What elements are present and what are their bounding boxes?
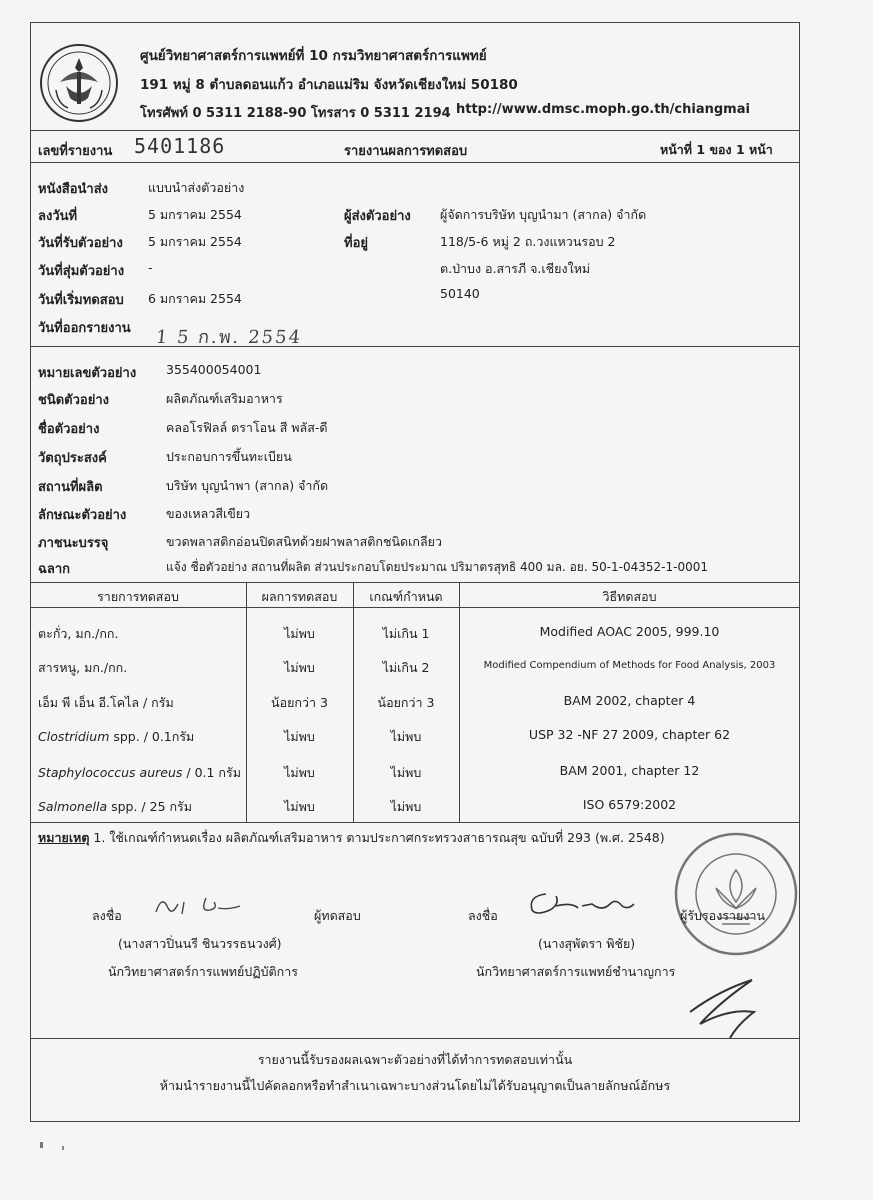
row-criteria: ไม่พบ (390, 799, 422, 814)
right-sign-label: ลงชื่อ (468, 908, 498, 923)
maker-value: บริษัท บุญนำพา (สากล) จำกัด (166, 478, 329, 493)
row-result: ไม่พบ (284, 765, 315, 780)
right-signer-position: นักวิทยาศาสตร์การแพทย์ชำนาญการ (476, 964, 676, 979)
row-item-unit: spp. / 0.1กรัม (109, 729, 195, 744)
row-criteria: ไม่เกิน 2 (382, 660, 430, 675)
divider-sample (30, 582, 800, 583)
row-criteria: ไม่พบ (390, 729, 422, 744)
table-header-method: วิธีทดสอบ (602, 589, 657, 604)
dmsc-emblem-icon (38, 42, 120, 124)
page-info: หน้าที่ 1 ของ 1 หน้า (660, 142, 773, 157)
divider-report-number (30, 162, 800, 163)
org-name: ศูนย์วิทยาศาสตร์การแพทย์ที่ 10 กรมวิทยาศาสตร์การแพทย์ (140, 48, 487, 64)
row-item-unit: spp. / 25 กรัม (107, 799, 193, 814)
row-item-unit: / 0.1 กรัม (182, 765, 241, 780)
sample-type-value: ผลิตภัณฑ์เสริมอาหาร (166, 391, 283, 406)
table-header-criteria: เกณฑ์กำหนด (369, 589, 443, 604)
company-stamp-icon (672, 830, 800, 958)
row-result: ไม่พบ (284, 799, 315, 814)
table-header-item: รายการทดสอบ (97, 589, 179, 604)
label-value: แจ้ง ชื่อตัวอย่าง สถานที่ผลิต ส่วนประกอบโดยประมาณ ปริมาตรสุทธิ 400 มล. อย. 50-1-04352-1-0001 (166, 560, 709, 574)
sample-type-label: ชนิดตัวอย่าง (38, 393, 109, 408)
scan-mark (62, 1146, 64, 1150)
row-result: น้อยกว่า 3 (271, 695, 328, 710)
org-phone: โทรศัพท์ 0 5311 2188-90 โทรสาร 0 5311 2194 (140, 106, 451, 121)
sampled-value: - (148, 260, 153, 275)
left-signature-icon (148, 888, 248, 922)
left-signer-name: (นางสาวปิ่นนรี ชินวรรธนวงศ์) (118, 936, 282, 951)
row-item: สารหนู, มก./กก. (38, 660, 128, 675)
left-sign-label: ลงชื่อ (92, 908, 122, 923)
row-item-organism: Staphylococcus aureus (38, 765, 183, 780)
sampled-label: วันที่สุ่มตัวอย่าง (38, 264, 125, 279)
container-label: ภาชนะบรรจุ (38, 536, 109, 551)
sample-name-value: คลอโรฟิลล์ ตราโอน สี พลัส-ดี (166, 420, 328, 435)
address-line1: 118/5-6 หมู่ 2 ถ.วงแหวนรอบ 2 (440, 234, 616, 249)
appearance-value: ของเหลวสีเขียว (166, 506, 251, 521)
row-method: USP 32 -NF 27 2009, chapter 62 (528, 727, 731, 742)
row-item (38, 797, 192, 817)
row-criteria: น้อยกว่า 3 (377, 695, 435, 710)
left-signer-position: นักวิทยาศาสตร์การแพทย์ปฏิบัติการ (108, 964, 298, 979)
row-criteria: ไม่เกิน 1 (382, 626, 430, 641)
address-line2: ต.ป่าบง อ.สารภี จ.เชียงใหม่ (440, 261, 591, 276)
issued-value: 1 5 ก.พ. 2554 (154, 327, 304, 348)
remark (38, 828, 665, 848)
test-start-value: 6 มกราคม 2554 (148, 291, 242, 306)
right-signer-name: (นางสุพัตรา พิชัย) (538, 936, 636, 951)
footer-line1: รายงานนี้รับรองผลเฉพาะตัวอย่างที่ได้ทำการทดสอบเท่านั้น (257, 1052, 573, 1067)
purpose-label: วัตถุประสงค์ (38, 451, 107, 466)
address-line3: 50140 (440, 286, 480, 301)
table-header-result: ผลการทดสอบ (261, 589, 338, 604)
maker-label: สถานที่ผลิต (38, 480, 103, 495)
row-result: ไม่พบ (284, 660, 315, 675)
appearance-label: ลักษณะตัวอย่าง (38, 508, 127, 523)
test-start-label: วันที่เริ่มทดสอบ (38, 293, 124, 308)
footer-line2: ห้ามนำรายงานนี้ไปคัดลอกหรือทำสำเนาเฉพาะบางส่วนโดยไม่ได้รับอนุญาตเป็นลายลักษณ์อักษร (159, 1078, 671, 1093)
received-label: วันที่รับตัวอย่าง (38, 236, 123, 251)
org-address: 191 หมู่ 8 ตำบลดอนแก้ว อำเภอแม่ริม จังหวัดเชียงใหม่ 50180 (140, 77, 518, 93)
divider-submission (30, 346, 800, 347)
row-method: Modified Compendium of Methods for Food Analysis, 2003 (483, 660, 776, 671)
divider-header (30, 130, 800, 131)
report-number-value: 5401186 (134, 134, 226, 158)
org-url: http://www.dmsc.moph.go.th/chiangmai (456, 102, 750, 117)
date-label: ลงวันที่ (38, 209, 78, 224)
sample-id-value: 355400054001 (166, 362, 262, 377)
report-number-label: เลขที่รายงาน (38, 144, 113, 159)
row-item: เอ็ม พี เอ็น อี.โคไล / กรัม (38, 695, 174, 710)
letter-value: แบบนำส่งตัวอย่าง (148, 180, 245, 195)
sender-label: ผู้ส่งตัวอย่าง (344, 209, 411, 224)
row-item: ตะกั่ว, มก./กก. (38, 626, 119, 641)
row-method: ISO 6579:2002 (582, 797, 677, 812)
scan-mark (40, 1142, 43, 1148)
purpose-value: ประกอบการขึ้นทะเบียน (166, 449, 292, 464)
report-title: รายงานผลการทดสอบ (344, 144, 468, 159)
received-value: 5 มกราคม 2554 (148, 234, 242, 249)
divider-table-bottom (30, 822, 800, 823)
row-method: BAM 2002, chapter 4 (563, 693, 696, 708)
row-item-organism: Salmonella (38, 799, 108, 814)
pen-scrawl-icon (680, 972, 780, 1042)
row-result: ไม่พบ (284, 729, 315, 744)
row-method: BAM 2001, chapter 12 (559, 763, 700, 778)
label-label: ฉลาก (38, 562, 70, 577)
container-value: ขวดพลาสติกอ่อนปิดสนิทด้วยฝาพลาสติกชนิดเกลียว (166, 534, 442, 549)
left-role: ผู้ทดสอบ (314, 908, 361, 923)
remark-text: 1. ใช้เกณฑ์กำหนดเรื่อง ผลิตภัณฑ์เสริมอาหาร ตามประกาศกระทรวงสาธารณสุข ฉบับที่ 293 (พ.ศ. 2548) (89, 830, 665, 845)
sender-value: ผู้จัดการบริษัท บุญนำมา (สากล) จำกัด (440, 207, 647, 222)
row-criteria: ไม่พบ (390, 765, 422, 780)
issued-label: วันที่ออกรายงาน (38, 321, 131, 336)
remark-label: หมายเหตุ (38, 830, 90, 845)
row-result: ไม่พบ (284, 626, 315, 641)
divider-table-header (30, 607, 800, 608)
address-label: ที่อยู่ (344, 236, 368, 251)
sample-id-label: หมายเลขตัวอย่าง (38, 366, 137, 381)
sample-name-label: ชื่อตัวอย่าง (38, 422, 100, 437)
right-signature-icon (516, 882, 666, 922)
row-method: Modified AOAC 2005, 999.10 (539, 624, 720, 639)
right-role: ผู้รับรองรายงาน (680, 908, 766, 923)
date-value: 5 มกราคม 2554 (148, 207, 242, 222)
row-item (38, 763, 241, 783)
letter-label: หนังสือนำส่ง (38, 182, 109, 197)
row-item-organism: Clostridium (38, 729, 110, 744)
row-item (38, 727, 194, 747)
